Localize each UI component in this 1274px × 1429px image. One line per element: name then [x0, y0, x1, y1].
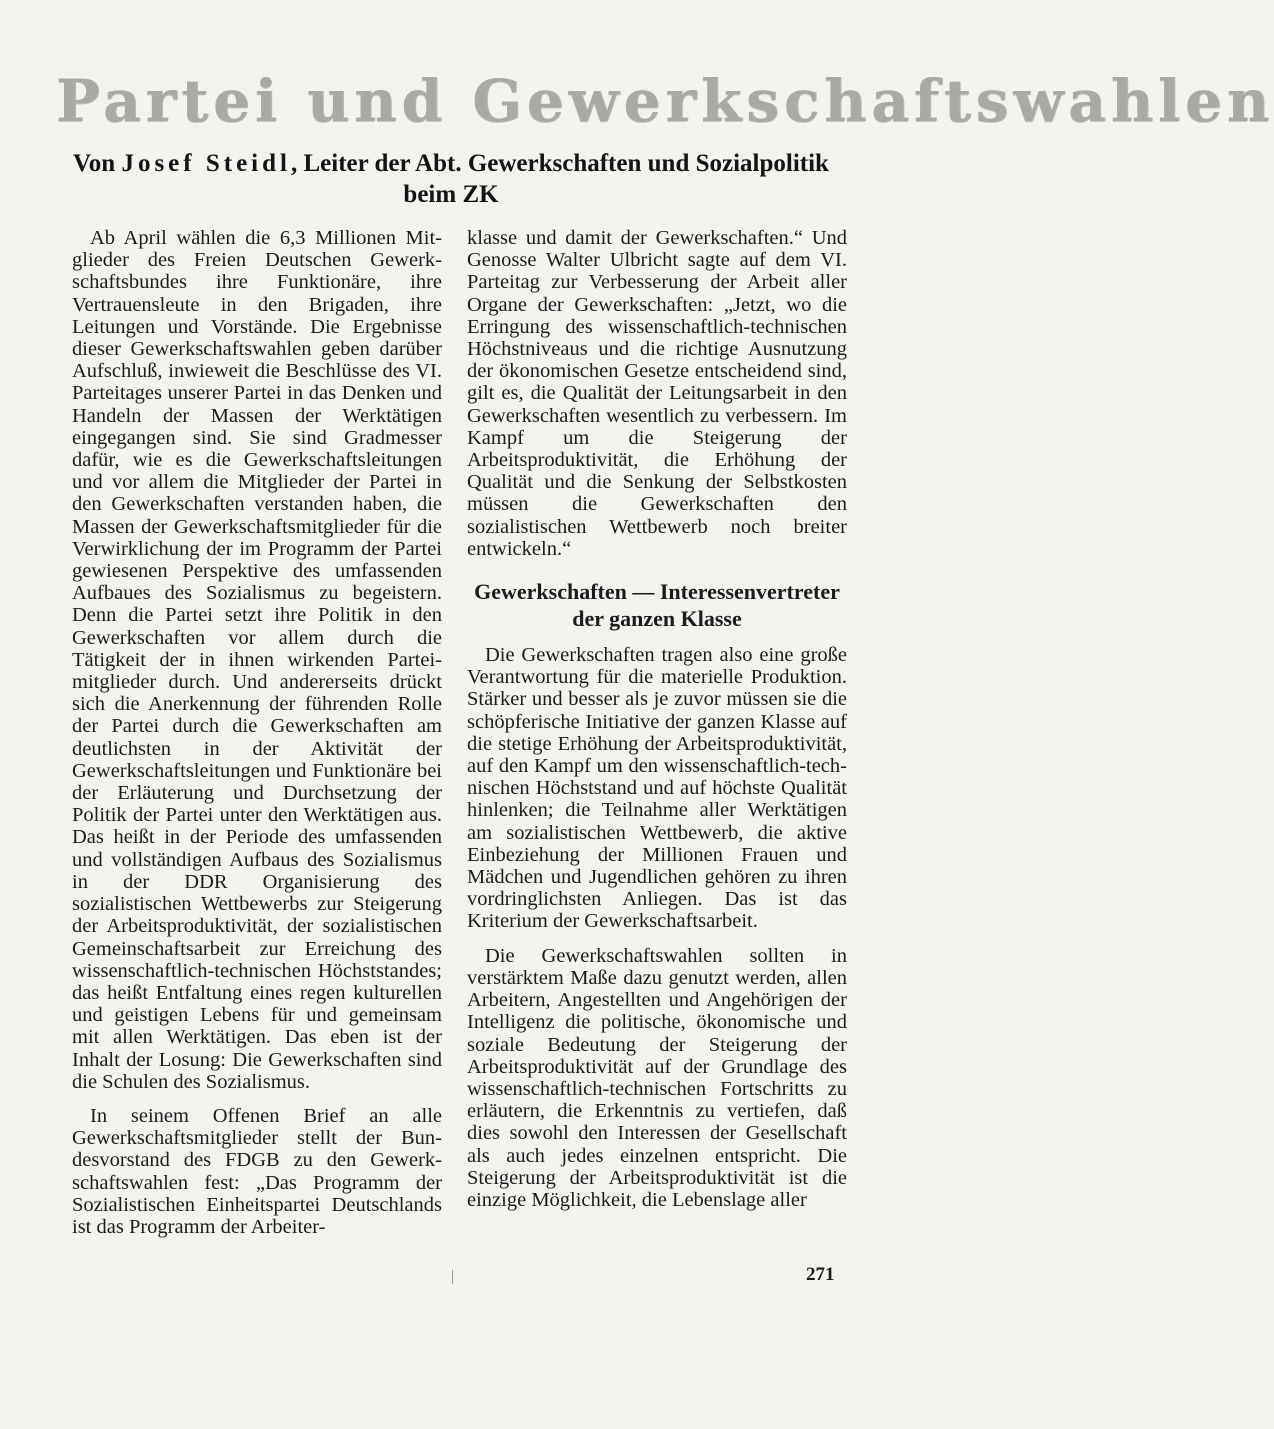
left-column [72, 227, 442, 1238]
paragraph: Die Gewerkschaften tragen also eine große Verantwortung für die materielle Produktion. Stärker und besser als je zuvor müssen sie die schöpferische Initiative der ganzen Klasse auf die stetige Erhöhung der Arbeitsproduktivität, auf den Kampf um den wissenschaftlich-technischen Höchststand und auf höchste Qualität hinlenken; die Teilnahme aller Werktätigen am sozialistischen Wettbewerb, die aktive Einbeziehung der Millionen Frauen und Mädchen und Jugendlichen gehören zu ihren vordringlichsten Anliegen. Das ist das Kriterium der Gewerkschaftsarbeit. [467, 644, 847, 933]
author-name: Josef Steidl [121, 150, 291, 177]
scan-mark [452, 1270, 453, 1284]
section-heading: Gewerkschaften — Interessenvertreter der ganzen Klasse [474, 579, 840, 632]
right-column [467, 227, 847, 1211]
page-number: 271 [806, 1264, 835, 1285]
article-title: Partei und Gewerkschaftswahlen [56, 67, 1274, 135]
article-subtitle [56, 148, 846, 210]
paragraph: Die Gewerkschaftswahlen sollten in verstärktem Maße dazu genutzt werden, allen Arbeitern, Angestellten und Angehörigen der Intelligenz die politische, ökonomische und soziale Bedeutung der Steigerung der Arbeitsproduktivität auf der Grundlage des wissenschaftlich-technischen Fortschritts zu erläutern, die Erkenntnis zu vertiefen, daß dies sowohl den Interessen der Gesellschaft als auch jedes einzelnen entspricht. Die Steigerung der Arbeitsproduktivität ist die einzige Möglichkeit, die Lebenslage aller [467, 944, 847, 1211]
paragraph: klasse und damit der Gewerkschaften.“ Und Genosse Walter Ulbricht sagte auf dem VI. Parteitag zur Verbesserung der Arbeit aller Organe der Gewerkschaften: „Jetzt, wo die Erringung des wissenschaftlich-technischen Höchstniveaus und die richtige Ausnutzung der ökonomischen Gesetze entscheidend sind, gilt es, die Qualität der Leitungsarbeit in den Gewerkschaften wesentlich zu verbessern. Im Kampf um die Steigerung der Arbeitsproduktivität, die Erhöhung der Qualität und die Senkung der Selbstkosten müssen die Gewerkschaften den sozialistischen Wettbewerb noch breiter entwickeln.“ [467, 227, 847, 560]
paragraph: Ab April wählen die 6,3 Millionen Mitglieder des Freien Deutschen Gewerkschaftsbundes ihre Funktionäre, ihre Vertrauensleute in den Brigaden, ihre Leitungen und Vorstände. Die Ergebnisse dieser Gewerkschaftswahlen geben darüber Aufschluß, inwieweit die Beschlüsse des VI. Parteitages unserer Partei in das Denken und Handeln der Massen der Werktätigen eingegangen sind. Sie sind Gradmesser dafür, wie es die Gewerkschaftsleitungen und vor allem die Mitglieder der Partei in den Gewerkschaften verstanden haben, die Massen der Gewerkschaftsmitglieder für die Verwirklichung der im Programm der Partei gewiesenen Perspektive des umfassenden Aufbaues des Sozialismus zu begeistern. Denn die Partei setzt ihre Politik in den Gewerkschaften vor allem durch die Tätigkeit der in ihnen wirkenden Parteimitglieder durch. Und andererseits drückt sich die Anerkennung der führenden Rolle der Partei durch die Gewerkschaften am deutlichsten in der Aktivität der Gewerkschaftsleitungen und Funktionäre bei der Erläuterung und Durchsetzung der Politik der Partei unter den Werktätigen aus. Das heißt in der Periode des umfassenden und vollständigen Aufbaus des Sozialismus in der DDR Organisierung des sozialistischen Wettbewerbs zur Steigerung der Arbeitsproduktivität, der sozialistischen Gemeinschaftsarbeit zur Erreichung des wissenschaftlich-technischen Höchststandes; das heißt Entfaltung eines regen kulturellen und geistigen Lebens für und gemeinsam mit allen Werktätigen. Das eben ist der Inhalt der Losung: Die Gewerkschaften sind die Schulen des Sozialismus. [72, 227, 442, 1093]
subtitle-prefix: Von [73, 150, 122, 177]
paragraph: In seinem Offenen Brief an alle Gewerkschaftsmitglieder stellt der Bundesvorstand des FDGB zu den Gewerkschaftswahlen fest: „Das Programm der Sozialistischen Einheitspartei Deutschlands ist das Programm der Arbeiter- [72, 1104, 442, 1238]
subtitle-suffix: , Leiter der Abt. Gewerkschaften und Sozialpolitik beim ZK [290, 150, 829, 208]
